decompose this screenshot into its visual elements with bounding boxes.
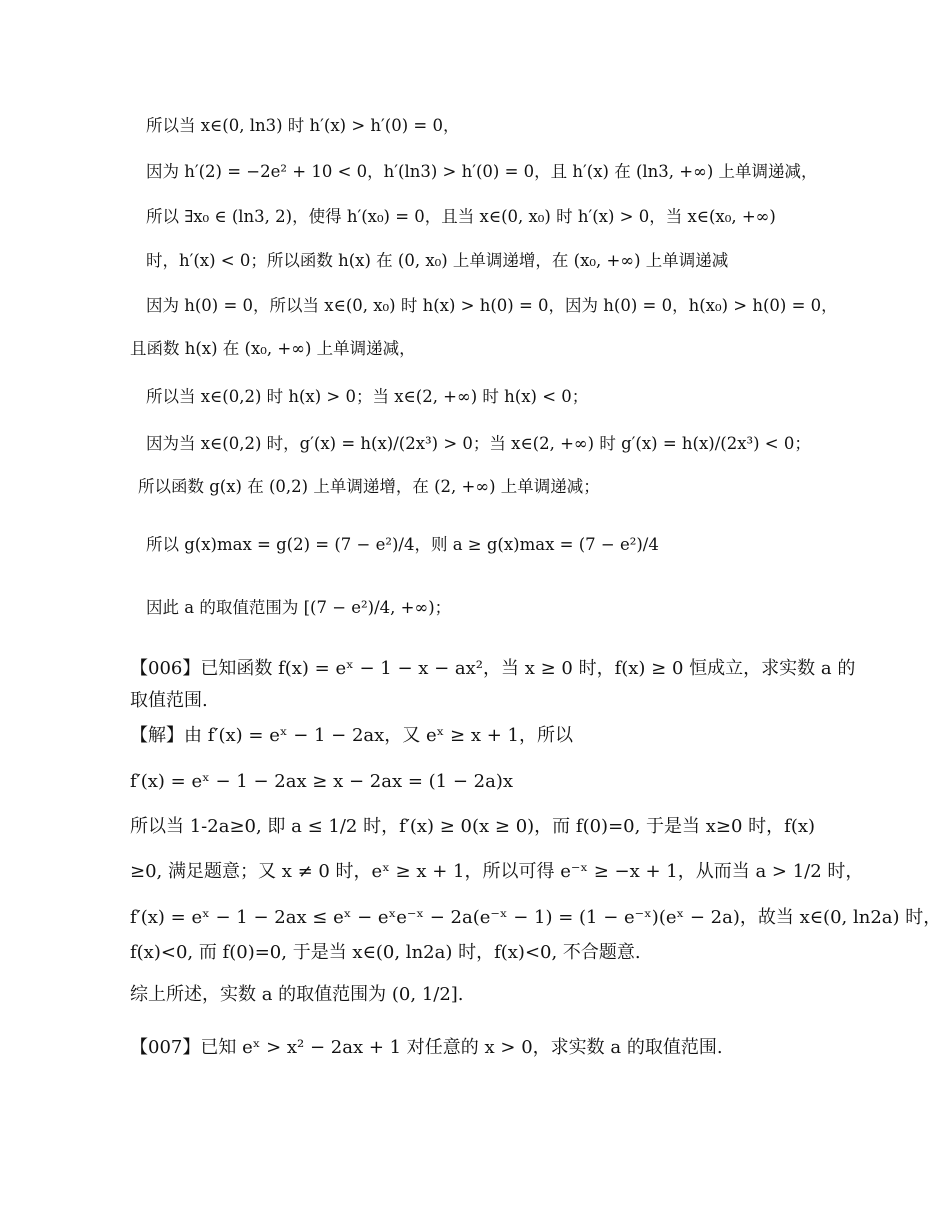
text-line: f(x)<0, 而 f(0)=0, 于是当 x∈(0, ln2a) 时，f(x)<0, 不合题意. <box>130 942 641 963</box>
problem-heading: 【007】已知 eˣ > x² − 2ax + 1 对任意的 x > 0，求实数 a 的取值范围. <box>130 1037 723 1058</box>
text-line: f′(x) = eˣ − 1 − 2ax ≤ eˣ − eˣe⁻ˣ − 2a(e⁻ˣ − 1) = (1 − e⁻ˣ)(eˣ − 2a)，故当 x∈(0, ln2a) 时， <box>130 907 941 928</box>
text-line: 所以 ∃x₀ ∈ (ln3, 2)，使得 h′(x₀) = 0，且当 x∈(0, x₀) 时 h′(x) > 0，当 x∈(x₀, +∞) <box>146 207 776 226</box>
text-line: 取值范围. <box>130 690 208 711</box>
solution-heading: 【解】由 f′(x) = eˣ − 1 − 2ax，又 eˣ ≥ x + 1，所以 <box>130 725 573 746</box>
text-line: 综上所述，实数 a 的取值范围为 (0, 1/2]. <box>130 984 464 1005</box>
text-line: 所以当 x∈(0,2) 时 h(x) > 0；当 x∈(2, +∞) 时 h(x) < 0； <box>146 387 589 406</box>
text-line: ≥0, 满足题意；又 x ≠ 0 时，eˣ ≥ x + 1，所以可得 e⁻ˣ ≥ −x + 1，从而当 a > 1/2 时， <box>130 861 864 882</box>
text-line: 所以函数 g(x) 在 (0,2) 上单调递增，在 (2, +∞) 上单调递减； <box>138 477 600 496</box>
text-line: 因为 h(0) = 0，所以当 x∈(0, x₀) 时 h(x) > h(0) = 0，因为 h(0) = 0，h(x₀) > h(0) = 0， <box>146 296 838 315</box>
text-line: 所以 g(x)max = g(2) = (7 − e²)/4，则 a ≥ g(x)max = (7 − e²)/4 <box>146 535 659 554</box>
text-line: 所以当 1-2a≥0, 即 a ≤ 1/2 时，f′(x) ≥ 0(x ≥ 0)，而 f(0)=0, 于是当 x≥0 时，f(x) <box>130 816 816 837</box>
problem-heading: 【006】已知函数 f(x) = eˣ − 1 − x − ax²，当 x ≥ 0 时，f(x) ≥ 0 恒成立，求实数 a 的 <box>130 658 856 679</box>
text-line: 因为当 x∈(0,2) 时，g′(x) = h(x)/(2x³) > 0；当 x∈(2, +∞) 时 g′(x) = h(x)/(2x³) < 0； <box>146 434 811 453</box>
text-line: 因此 a 的取值范围为 [(7 − e²)/4, +∞)； <box>146 598 452 617</box>
text-line: 且函数 h(x) 在 (x₀, +∞) 上单调递减， <box>130 339 416 358</box>
text-line: 所以当 x∈(0, ln3) 时 h′(x) > h′(0) = 0， <box>146 116 460 135</box>
text-line: 因为 h′(2) = −2e² + 10 < 0，h′(ln3) > h′(0) = 0，且 h′(x) 在 (ln3, +∞) 上单调递减， <box>146 162 818 181</box>
text-line: f′(x) = eˣ − 1 − 2ax ≥ x − 2ax = (1 − 2a)x <box>130 771 514 792</box>
text-line: 时，h′(x) < 0；所以函数 h(x) 在 (0, x₀) 上单调递增，在 (x₀, +∞) 上单调递减 <box>146 251 729 270</box>
